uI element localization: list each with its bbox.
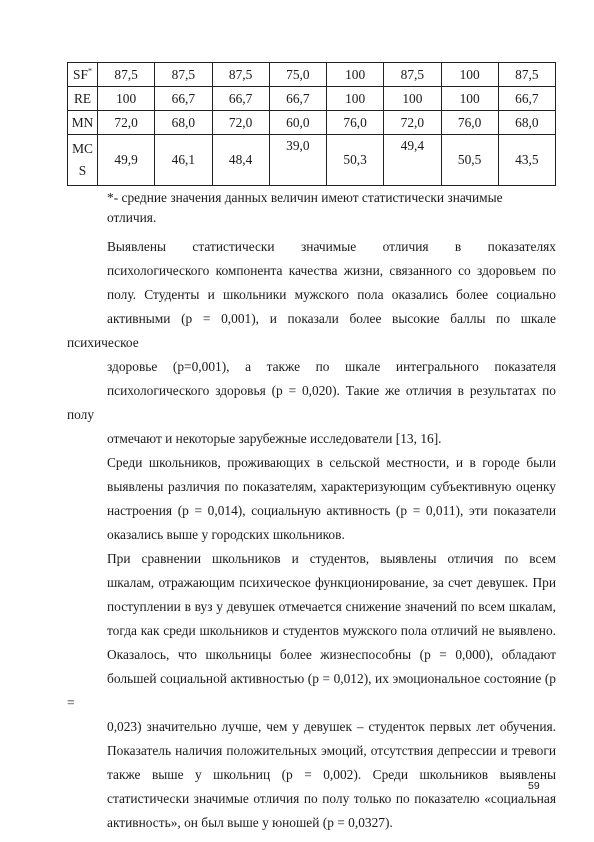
data-table bbox=[67, 62, 556, 186]
table-cell: 72,0 bbox=[212, 111, 269, 135]
table-cell: 66,7 bbox=[212, 87, 269, 111]
paragraph: При сравнении школьников и студентов, выявлены отличия по всем шкалам, отражающим психическое функционирование, за счет девушек. При поступлении в вуз у девушек отмечается снижение значений по всем шкалам, тогда как среди школьников и студентов мужского пола отличий не выявлено. Оказалось, что школьницы более жизнеспособны (р = 0,000), обладают большей социальной активностью (р = 0,012), их эмоциональное состояние (р = 0,023) значительно лучше, чем у девушек – студенток первых лет обучения. Показатель наличия положительных эмоций, отсутствия депрессии и тревоги также выше у школьниц (р = 0,002). Среди школьников выявлены статистически значимые отличия по полу только по показателю «социальная активность», он был выше у юношей (р = 0,0327). bbox=[67, 551, 556, 830]
table-cell: 68,0 bbox=[498, 111, 555, 135]
table-cell: 87,5 bbox=[498, 63, 555, 87]
body-text bbox=[67, 235, 556, 835]
table-cell: 66,7 bbox=[498, 87, 555, 111]
table-cell: 100 bbox=[384, 87, 441, 111]
table-cell: 87,5 bbox=[98, 63, 155, 87]
table-cell: 49,9 bbox=[98, 135, 155, 186]
table-cell: 39,0 bbox=[269, 135, 326, 186]
table-cell: 43,5 bbox=[498, 135, 555, 186]
table-cell: 100 bbox=[327, 63, 384, 87]
table-cell: 49,4 bbox=[384, 135, 441, 186]
footnote-marker: * bbox=[87, 66, 92, 76]
table-cell: 100 bbox=[441, 87, 498, 111]
table-cell: 75,0 bbox=[269, 63, 326, 87]
table-cell: 100 bbox=[98, 87, 155, 111]
paragraph: Выявлены статистически значимые отличия в показателях психологического компонента качества жизни, связанного со здоровьем по полу. Студенты и школьники мужского пола оказались более социально активными (р = 0,001), и показали более высокие баллы по шкале психическое здоровье (р=0,001), а также по шкале интегрального показателя психологического здоровья (р = 0,020). Такие же отличия в результатах по полу отмечают и некоторые зарубежные исследователи [13, 16]. bbox=[67, 239, 556, 446]
table-cell: 66,7 bbox=[155, 87, 212, 111]
table-cell: 72,0 bbox=[98, 111, 155, 135]
table-cell: 76,0 bbox=[327, 111, 384, 135]
table-row bbox=[68, 135, 556, 186]
table-cell: 72,0 bbox=[384, 111, 441, 135]
table-cell: 87,5 bbox=[212, 63, 269, 87]
row-label: MC S bbox=[68, 135, 98, 186]
table-cell: 50,5 bbox=[441, 135, 498, 186]
table-row bbox=[68, 87, 556, 111]
table-cell: 87,5 bbox=[384, 63, 441, 87]
table-cell: 100 bbox=[327, 87, 384, 111]
table-cell: 60,0 bbox=[269, 111, 326, 135]
table-cell: 87,5 bbox=[155, 63, 212, 87]
table-row bbox=[68, 63, 556, 87]
table-row bbox=[68, 111, 556, 135]
paragraph: Среди школьников, проживающих в сельской местности, и в городе были выявлены различия по показателям, характеризующим субъективную оценку настроения (р = 0,014), социальную активность (р = 0,011), эти показатели оказались выше у городских школьников. bbox=[107, 455, 556, 542]
table-cell: 68,0 bbox=[155, 111, 212, 135]
table-cell: 76,0 bbox=[441, 111, 498, 135]
row-label: SF* bbox=[68, 63, 98, 87]
row-label: MN bbox=[68, 111, 98, 135]
table-cell: 66,7 bbox=[269, 87, 326, 111]
table-cell: 50,3 bbox=[327, 135, 384, 186]
table-cell: 48,4 bbox=[212, 135, 269, 186]
table-footnote: *- средние значения данных величин имеют статистически значимые отличия. bbox=[107, 190, 503, 225]
row-label: RE bbox=[68, 87, 98, 111]
page-number: 59 bbox=[528, 780, 540, 792]
table-cell: 46,1 bbox=[155, 135, 212, 186]
table-cell: 100 bbox=[441, 63, 498, 87]
